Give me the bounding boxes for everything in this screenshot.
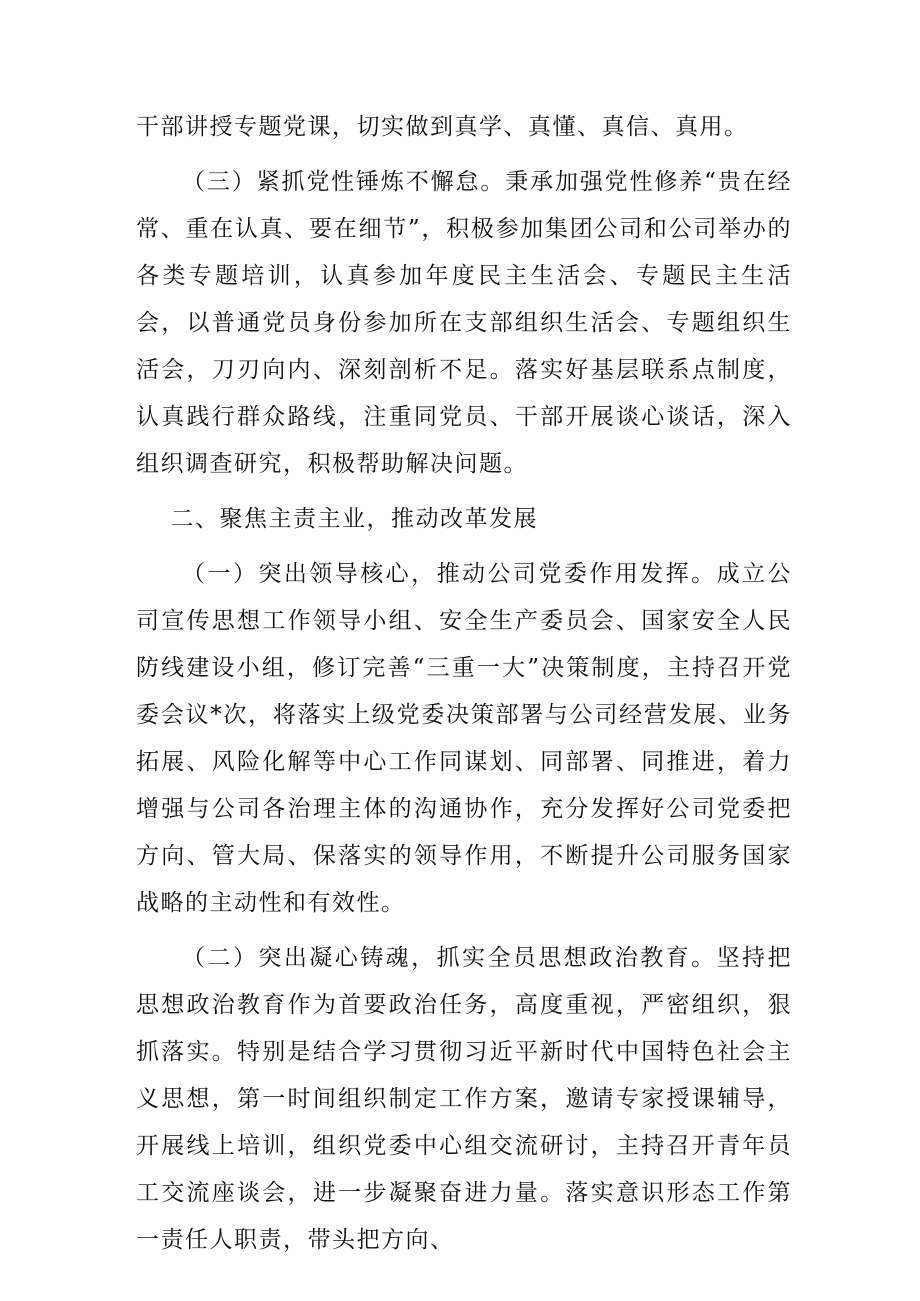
paragraph-section-one: （一）突出领导核心，推动公司党委作用发挥。成立公司宣传思想工作领导小组、安全生产委员会、国家安全人民防线建设小组，修订完善“三重一大”决策制度，主持召开党委会议*次，将落实上级党委决策部署与公司经营发展、业务拓展、风险化解等中心工作同谋划、同部署、同推进，着力增强与公司各治理主体的沟通协作，充分发挥好公司党委把方向、管大局、保落实的领导作用，不断提升公司服务国家战略的主动性和有效性。 — [136, 561, 792, 916]
section-heading-two: 二、聚焦主责主业，推动改革发展 — [170, 506, 538, 532]
paragraph-section-two: （二）突出凝心铸魂，抓实全员思想政治教育。坚持把思想政治教育作为首要政治任务，高度重视，严密组织，狠抓落实。特别是结合学习贯彻习近平新时代中国特色社会主义思想，第一时间组织制定工作方案，邀请专家授课辅导，开展线上培训，组织党委中心组交流研讨，主持召开青年员工交流座谈会，进一步凝聚奋进力量。落实意识形态工作第一责任人职责，带头把方向、 — [136, 945, 792, 1253]
document-body — [136, 104, 792, 1264]
paragraph-section-three: （三）紧抓党性锤炼不懈怠。秉承加强党性修养“贵在经常、重在认真、要在细节”，积极参加集团公司和公司举办的各类专题培训，认真参加年度民主生活会、专题民主生活会，以普通党员身份参加所在支部组织生活会、专题组织生活会，刀刃向内、深刻剖析不足。落实好基层联系点制度，认真践行群众路线，注重同党员、干部开展谈心谈话，深入组织调查研究，积极帮助解决问题。 — [136, 169, 792, 477]
paragraph-continuation: 干部讲授专题党课，切实做到真学、真懂、真信、真用。 — [136, 114, 749, 140]
